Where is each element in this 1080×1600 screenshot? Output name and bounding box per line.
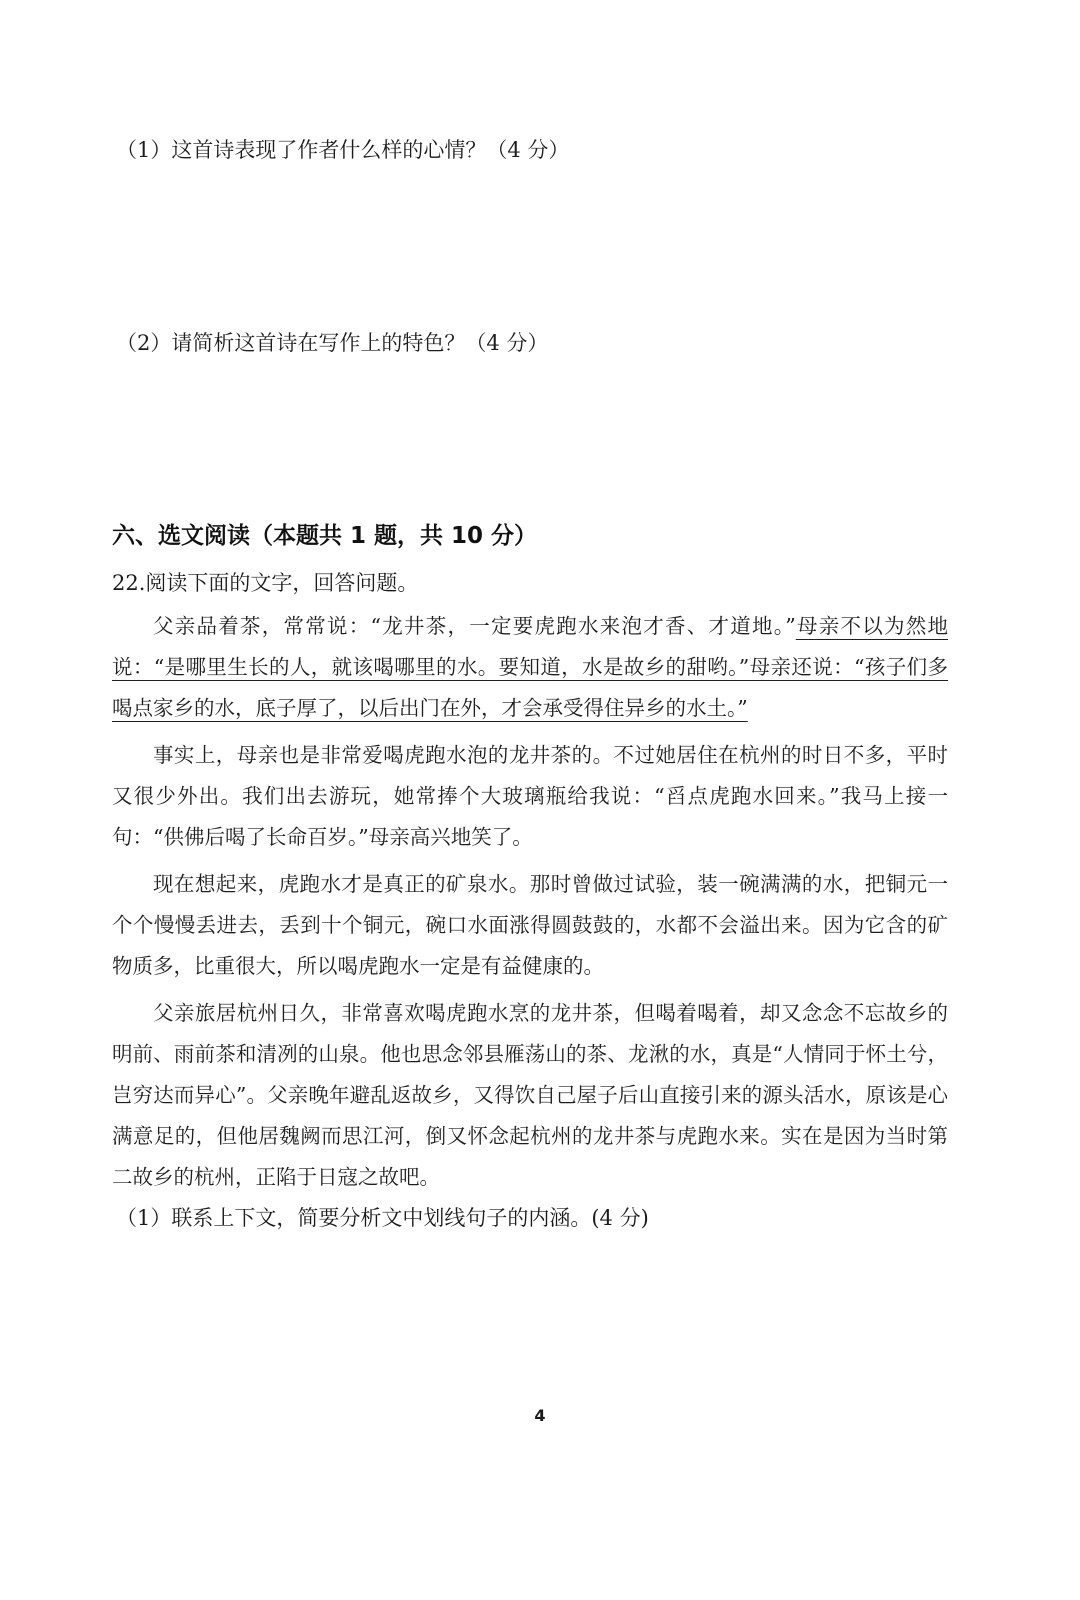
question-2: （2）请简析这首诗在写作上的特色？（4 分） bbox=[116, 331, 549, 355]
passage-paragraph-2: 事实上，母亲也是非常爱喝虎跑水泡的龙井茶的。不过她居住在杭州的时日不多，平时又很少外出。我们出去游玩，她常捧个大玻璃瓶给我说：“舀点虎跑水回来。”我马上接一句：“供佛后喝了长命百岁。”母亲高兴地笑了。 bbox=[112, 743, 948, 849]
reading-passage bbox=[112, 606, 948, 1204]
question-1: （1）这首诗表现了作者什么样的心情？（4 分） bbox=[116, 138, 570, 162]
sub-question-1: （1）联系上下文，简要分析文中划线句子的内涵。(4 分) bbox=[116, 1206, 649, 1230]
passage-paragraph-3: 现在想起来，虎跑水才是真正的矿泉水。那时曾做过试验，装一碗满满的水，把铜元一个个慢慢丢进去，丢到十个铜元，碗口水面涨得圆鼓鼓的，水都不会溢出来。因为它含的矿物质多，比重很大，所以喝虎跑水一定是有益健康的。 bbox=[112, 872, 948, 978]
underlined-sentence: 母亲不以为然地说：“是哪里生长的人，就该喝哪里的水。要知道，水是故乡的甜哟。”母亲还说：“孩子们多喝点家乡的水，底子厚了，以后出门在外，才会承受得住异乡的水土。” bbox=[112, 614, 948, 720]
paragraph-1-text: 父亲品着茶，常常说：“龙井茶，一定要虎跑水来泡才香、才道地。” bbox=[153, 614, 796, 638]
section-title: 六、选文阅读（本题共 1 题，共 10 分） bbox=[112, 523, 538, 549]
passage-paragraph-4: 父亲旅居杭州日久，非常喜欢喝虎跑水烹的龙井茶，但喝着喝着，却又念念不忘故乡的明前、雨前茶和清冽的山泉。他也思念邻县雁荡山的茶、龙湫的水，真是“人情同于怀土兮，岂穷达而异心”。父亲晚年避乱返故乡，又得饮自己屋子后山直接引来的源头活水，原该是心满意足的，但他居魏阙而思江河，倒又怀念起杭州的龙井茶与虎跑水来。实在是因为当时第二故乡的杭州，正陷于日寇之故吧。 bbox=[112, 1001, 948, 1189]
page-number: 4 bbox=[534, 1406, 546, 1425]
passage-paragraph-1 bbox=[112, 606, 948, 729]
question-number: 22.阅读下面的文字，回答问题。 bbox=[112, 571, 419, 595]
